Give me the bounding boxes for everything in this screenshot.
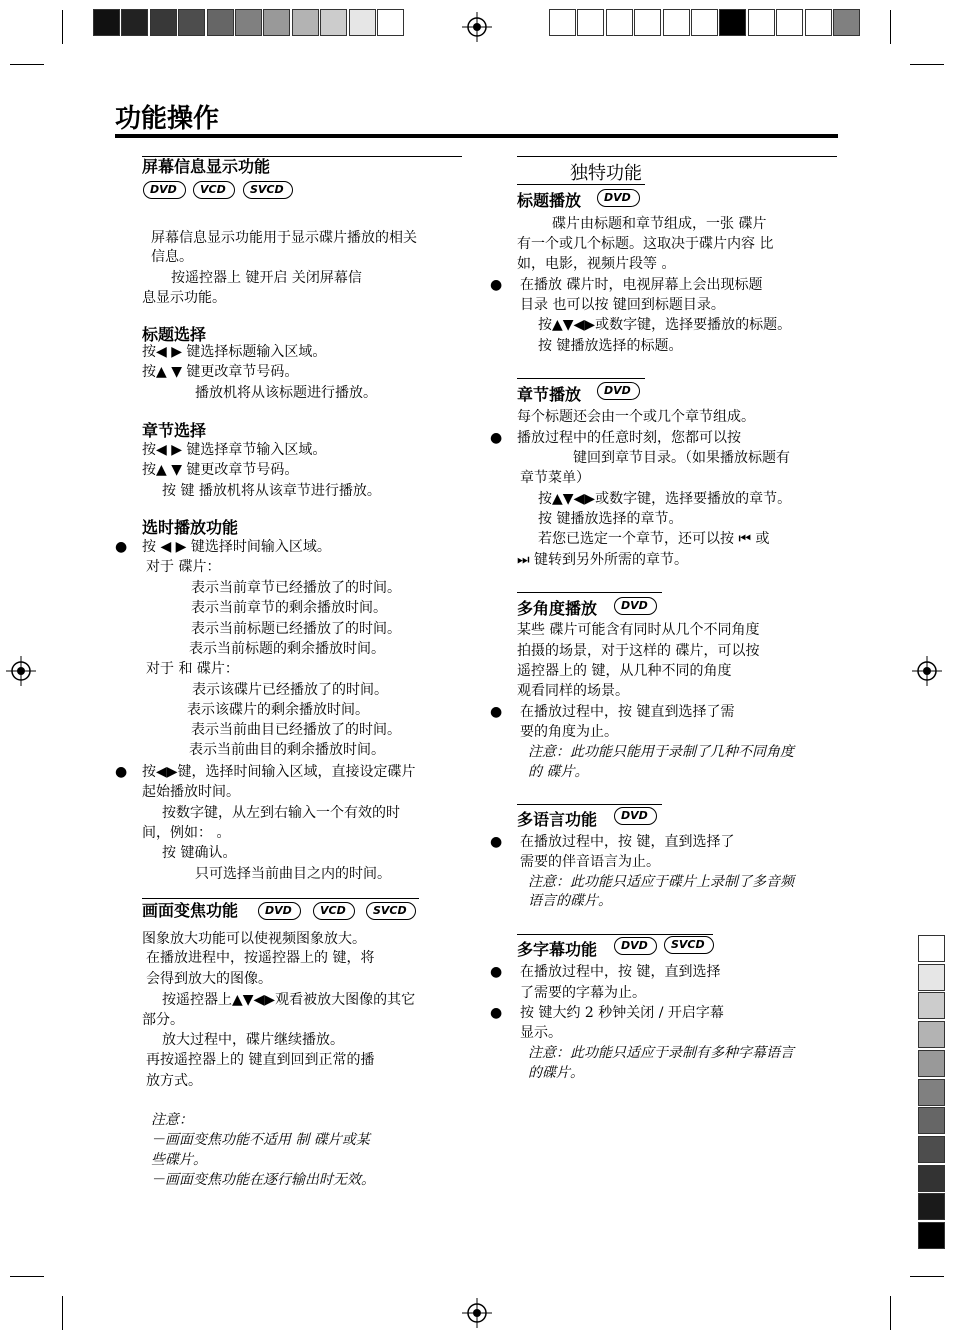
- crop-mark: [10, 64, 44, 65]
- gray-swatch: [691, 9, 718, 36]
- time-play-text: 表示当前标题的剩余播放时间。: [189, 641, 385, 657]
- section-heading-chapter-select: 章节选择: [142, 421, 207, 440]
- time-play-text: 按 ◀ ▶ 键选择时间输入区域。: [142, 539, 331, 555]
- zoom-text: 放大过程中，碟片继续播放。: [162, 1032, 344, 1048]
- chapter-play-text: 按 键播放选择的章节。: [538, 511, 683, 527]
- zoom-note: 注意：: [151, 1112, 193, 1128]
- registration-target-icon: [6, 656, 36, 686]
- title-play-text: 有一个或几个标题。这取决于碟片内容 比: [517, 236, 774, 252]
- gray-swatch: [121, 9, 148, 36]
- section-rule: [517, 156, 837, 157]
- section-heading-title-play: 标题播放: [517, 191, 582, 210]
- time-play-text: 按◀▶键，选择时间输入区域，直接设定碟片: [142, 764, 416, 780]
- gray-swatch: [178, 9, 205, 36]
- dvd-badge: DVD: [614, 937, 657, 955]
- gray-swatch: [918, 1079, 945, 1106]
- gray-swatch: [207, 9, 234, 36]
- time-play-text: 表示当前章节已经播放了的时间。: [191, 580, 401, 596]
- title-play-text: 碟片由标题和章节组成，一张 碟片: [552, 216, 767, 232]
- section-heading-special: 独特功能: [570, 163, 642, 184]
- time-play-text: 按数字键，从左到右输入一个有效的时: [162, 805, 400, 821]
- multi-lang-note: 注意：此功能只适应于碟片上录制了多音频: [528, 874, 794, 890]
- time-play-text: 起始播放时间。: [142, 784, 240, 800]
- time-play-text: 对于 碟片：: [146, 559, 221, 575]
- multi-angle-text: 某些 碟片可能含有同时从几个不同角度: [517, 622, 760, 638]
- section-heading-multi-angle: 多角度播放: [517, 599, 598, 618]
- svcd-badge: SVCD: [664, 936, 714, 954]
- gray-swatch: [776, 9, 803, 36]
- time-play-text: 表示当前标题已经播放了的时间。: [191, 621, 401, 637]
- title-select-text: 播放机将从该标题进行播放。: [195, 385, 377, 401]
- chapter-play-text: 章节菜单）: [520, 470, 590, 486]
- zoom-text: 图象放大功能可以使视频图象放大。: [142, 931, 366, 947]
- multi-angle-note: 的 碟片。: [528, 764, 589, 780]
- gray-swatch: [918, 1222, 945, 1249]
- crop-mark: [910, 1276, 944, 1277]
- vcd-badge: VCD: [313, 902, 355, 920]
- gray-swatch: [918, 1021, 945, 1048]
- section-heading-time-play: 选时播放功能: [142, 518, 239, 537]
- chapter-select-text: 按▲ ▼ 键更改章节号码。: [142, 462, 299, 478]
- time-play-text: 表示该碟片已经播放了的时间。: [192, 682, 388, 698]
- osd-text: 屏幕信息显示功能用于显示碟片播放的相关: [151, 230, 417, 246]
- time-play-text: 表示该碟片的剩余播放时间。: [187, 702, 369, 718]
- multi-sub-note: 的碟片。: [528, 1065, 584, 1081]
- zoom-note: －画面变焦功能不适用 制 碟片或某: [151, 1132, 370, 1148]
- section-heading-chapter-play: 章节播放: [517, 385, 582, 404]
- section-rule: [517, 804, 662, 805]
- registration-target-icon: [462, 1298, 492, 1328]
- gray-swatch: [748, 9, 775, 36]
- zoom-text: 会得到放大的图像。: [146, 971, 272, 987]
- title-play-text: 按 键播放选择的标题。: [538, 338, 683, 354]
- crop-mark: [62, 10, 63, 44]
- multi-sub-text: 显示。: [520, 1025, 562, 1041]
- section-heading-multi-lang: 多语言功能: [517, 810, 598, 829]
- multi-angle-text: 观看同样的场景。: [517, 683, 629, 699]
- crop-mark: [62, 1296, 63, 1330]
- section-heading-title-select: 标题选择: [142, 325, 207, 344]
- gray-swatch: [263, 9, 290, 36]
- title-play-text: 按▲▼◀▶或数字键，选择要播放的标题。: [538, 317, 792, 333]
- gray-swatch: [805, 9, 832, 36]
- title-select-text: 按▲ ▼ 键更改章节号码。: [142, 364, 299, 380]
- bullet-point: ●: [490, 1005, 503, 1021]
- bullet-point: ●: [490, 277, 503, 293]
- chapter-select-text: 按 键 播放机将从该章节进行播放。: [162, 483, 381, 499]
- gray-swatch: [634, 9, 661, 36]
- dvd-badge: DVD: [597, 189, 640, 207]
- chapter-play-text: 每个标题还会由一个或几个章节组成。: [517, 409, 755, 425]
- time-play-text: 对于 和 碟片：: [146, 661, 239, 677]
- bullet-point: ●: [115, 539, 128, 555]
- multi-lang-text: 需要的伴音语言为止。: [520, 854, 660, 870]
- chapter-play-text: 键回到章节目录。（如果播放标题有: [573, 450, 790, 466]
- time-play-text: 按 键确认。: [162, 845, 237, 861]
- multi-angle-text: 要的角度为止。: [520, 724, 618, 740]
- time-play-text: 表示当前曲目已经播放了的时间。: [191, 722, 401, 738]
- bullet-point: ●: [490, 964, 503, 980]
- zoom-text: 部分。: [142, 1012, 184, 1028]
- multi-angle-text: 遥控器上的 键，从几种不同的角度: [517, 663, 732, 679]
- title-play-text: 在播放 碟片时，电视屏幕上会出现标题: [520, 277, 763, 293]
- section-rule: [517, 934, 713, 935]
- bullet-point: ●: [115, 764, 128, 780]
- title-play-text: 如，电影，视频片段等 。: [517, 256, 676, 272]
- multi-angle-text: 拍摄的场景，对于这样的 碟片，可以按: [517, 643, 760, 659]
- time-play-text: 间，例如： 。: [142, 825, 231, 841]
- zoom-text: 按遥控器上▲▼◀▶观看被放大图像的其它: [162, 992, 416, 1008]
- registration-target-icon: [462, 12, 492, 42]
- time-play-text: 只可选择当前曲目之内的时间。: [195, 866, 391, 882]
- zoom-text: 再按遥控器上的 键直到回到正常的播: [146, 1052, 375, 1068]
- chapter-play-text: 播放过程中的任意时刻，您都可以按: [517, 430, 741, 446]
- bullet-point: ●: [490, 430, 503, 446]
- bullet-point: ●: [490, 704, 503, 720]
- svcd-badge: SVCD: [366, 902, 416, 920]
- section-heading-multi-sub: 多字幕功能: [517, 940, 598, 959]
- gray-swatch: [918, 1107, 945, 1134]
- section-rule: [517, 378, 645, 379]
- multi-sub-text: 了需要的字幕为止。: [520, 985, 646, 1001]
- title-underline: [115, 134, 838, 138]
- svcd-badge: SVCD: [243, 181, 293, 199]
- bullet-point: ●: [490, 834, 503, 850]
- gray-swatch: [918, 1193, 945, 1220]
- osd-text: 息显示功能。: [142, 290, 226, 306]
- section-heading-zoom: 画面变焦功能: [142, 901, 239, 920]
- zoom-note: 些碟片。: [151, 1152, 207, 1168]
- chapter-select-text: 按◀ ▶ 键选择章节输入区域。: [142, 442, 327, 458]
- multi-angle-note: 注意：此功能只能用于录制了几种不同角度: [528, 744, 794, 760]
- dvd-badge: DVD: [614, 807, 657, 825]
- gray-swatch: [918, 1136, 945, 1163]
- section-rule: [517, 184, 645, 185]
- gray-swatch: [93, 9, 120, 36]
- zoom-text: 放方式。: [146, 1073, 202, 1089]
- gray-swatch: [377, 9, 404, 36]
- gray-swatch: [549, 9, 576, 36]
- zoom-text: 在播放进程中，按遥控器上的 键，将: [146, 950, 375, 966]
- gray-swatch: [918, 992, 945, 1019]
- multi-sub-text: 按 键大约 2 秒钟关闭 / 开启字幕: [520, 1005, 724, 1021]
- chapter-play-text: 若您已选定一个章节，还可以按 ⏮ 或: [538, 531, 770, 547]
- dvd-badge: DVD: [614, 597, 657, 615]
- chapter-play-text: 按▲▼◀▶或数字键，选择要播放的章节。: [538, 491, 792, 507]
- multi-angle-text: 在播放过程中，按 键直到选择了需: [520, 704, 735, 720]
- osd-text: 信息。: [151, 249, 193, 265]
- gray-swatch: [918, 964, 945, 991]
- gray-swatch: [606, 9, 633, 36]
- crop-mark: [10, 1276, 44, 1277]
- registration-target-icon: [912, 656, 942, 686]
- crop-mark: [890, 1296, 891, 1330]
- gray-swatch: [918, 935, 945, 962]
- gray-swatch: [719, 9, 746, 36]
- multi-sub-text: 在播放过程中，按 键，直到选择: [520, 964, 721, 980]
- gray-swatch: [150, 9, 177, 36]
- gray-swatch: [349, 9, 376, 36]
- gray-swatch: [292, 9, 319, 36]
- chapter-play-text: ⏭ 键转到另外所需的章节。: [517, 552, 689, 568]
- osd-text: 按遥控器上 键开启 关闭屏幕信: [171, 270, 362, 286]
- gray-swatch: [320, 9, 347, 36]
- title-play-text: 目录 也可以按 键回到标题目录。: [520, 297, 725, 313]
- section-heading-osd: 屏幕信息显示功能: [142, 157, 271, 176]
- dvd-badge: DVD: [258, 902, 301, 920]
- page-title: 功能操作: [115, 104, 220, 134]
- dvd-badge: DVD: [597, 382, 640, 400]
- time-play-text: 表示当前曲目的剩余播放时间。: [189, 742, 385, 758]
- multi-sub-note: 注意：此功能只适应于录制有多种字幕语言: [528, 1045, 794, 1061]
- section-rule: [517, 592, 662, 593]
- gray-swatch: [918, 1050, 945, 1077]
- time-play-text: 表示当前章节的剩余播放时间。: [191, 600, 387, 616]
- title-select-text: 按◀ ▶ 键选择标题输入区域。: [142, 344, 327, 360]
- crop-mark: [890, 10, 891, 44]
- vcd-badge: VCD: [193, 181, 235, 199]
- dvd-badge: DVD: [143, 181, 186, 199]
- gray-swatch: [235, 9, 262, 36]
- gray-swatch: [833, 9, 860, 36]
- gray-swatch: [663, 9, 690, 36]
- crop-mark: [910, 64, 944, 65]
- gray-swatch: [918, 1165, 945, 1192]
- gray-swatch: [577, 9, 604, 36]
- multi-lang-text: 在播放过程中，按 键，直到选择了: [520, 834, 735, 850]
- zoom-note: －画面变焦功能在逐行输出时无效。: [151, 1172, 375, 1188]
- multi-lang-note: 语言的碟片。: [528, 893, 612, 909]
